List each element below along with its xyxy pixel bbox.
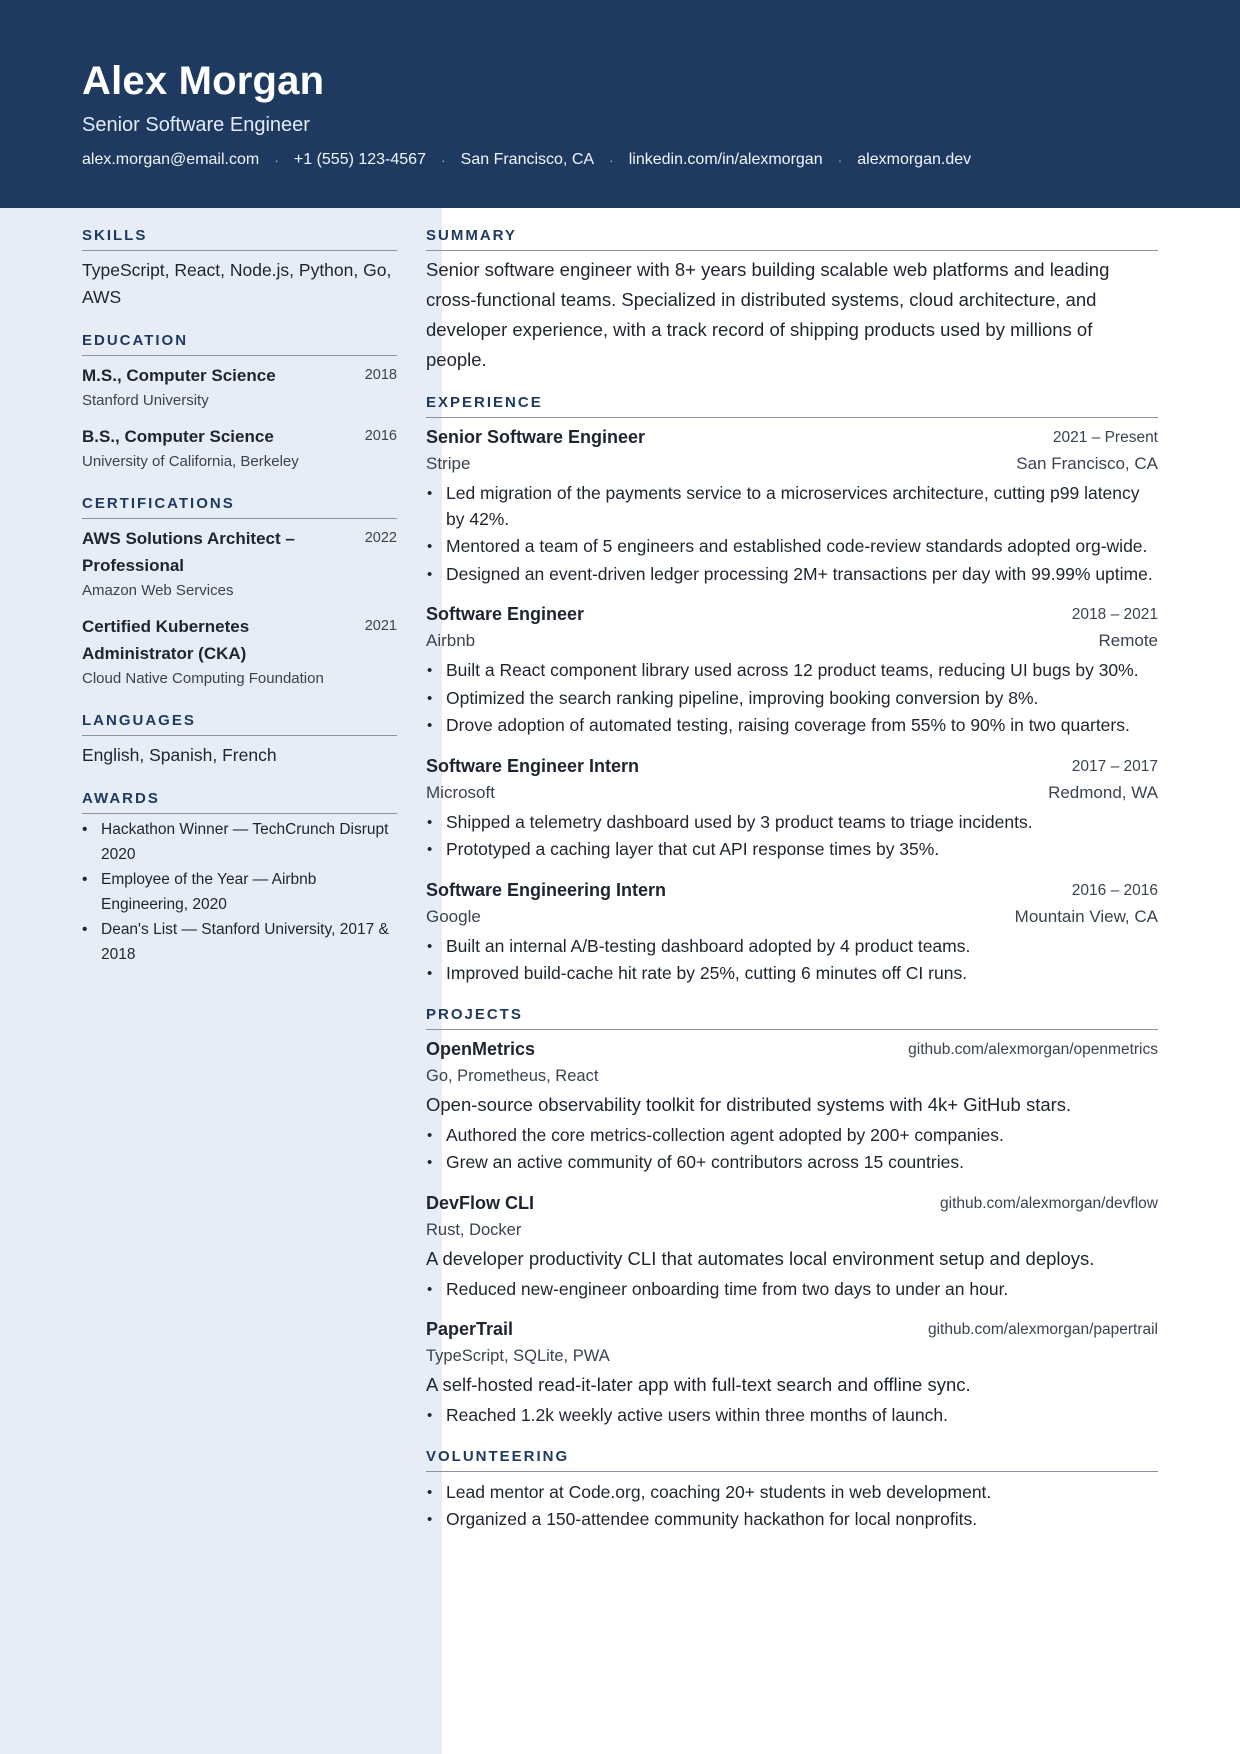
- section-title: VOLUNTEERING: [426, 1447, 1158, 1472]
- project-entry: [426, 1036, 1158, 1176]
- awards-section: [82, 789, 397, 967]
- volunteering-section: [426, 1447, 1158, 1533]
- education-year: 2018: [364, 367, 397, 383]
- bullet-item: • Reduced new-engineer onboarding time from two days to under an hour.: [426, 1277, 1158, 1303]
- job-title: Software Engineer Intern: [426, 755, 640, 776]
- volunteering-bullets: [426, 1480, 1158, 1533]
- candidate-role: Senior Software Engineer: [82, 114, 310, 136]
- job-dates: 2018 – 2021: [1071, 606, 1158, 623]
- section-title: EXPERIENCE: [426, 393, 1158, 418]
- contact-separator: ·: [837, 152, 843, 168]
- project-entry: [426, 1316, 1158, 1429]
- job-entry: [426, 424, 1158, 587]
- certification-year: 2021: [364, 618, 397, 634]
- bullet-item: • Reached 1.2k weekly active users within three months of launch.: [426, 1403, 1158, 1429]
- school: University of California, Berkeley: [82, 453, 299, 470]
- bullet-item: • Lead mentor at Code.org, coaching 20+ students in web development.: [426, 1480, 1158, 1506]
- certification-year: 2022: [364, 530, 397, 546]
- section-title: AWARDS: [82, 789, 397, 814]
- certification-item: [82, 525, 397, 603]
- job-location: Remote: [1098, 631, 1158, 650]
- project-bullets: [426, 1123, 1158, 1176]
- job-entry: [426, 877, 1158, 987]
- job-location: Redmond, WA: [1048, 782, 1158, 802]
- job-location: Mountain View, CA: [1014, 906, 1158, 926]
- project-description: Open-source observability toolkit for distributed systems with 4k+ GitHub stars.: [426, 1093, 1072, 1115]
- project-tech: TypeScript, SQLite, PWA: [426, 1347, 610, 1365]
- award-item: • Hackathon Winner — TechCrunch Disrupt 2020: [82, 818, 397, 867]
- contact-email: alex.morgan@email.com: [82, 151, 260, 168]
- section-title: LANGUAGES: [82, 711, 397, 736]
- degree: B.S., Computer Science: [82, 427, 274, 446]
- project-link[interactable]: github.com/alexmorgan/devflow: [940, 1194, 1158, 1212]
- certification-issuer: Cloud Native Computing Foundation: [82, 670, 324, 687]
- projects-section: [426, 1005, 1158, 1429]
- project-bullets: [426, 1403, 1158, 1429]
- project-tech: Rust, Docker: [426, 1220, 522, 1239]
- job-title: Senior Software Engineer: [426, 427, 646, 447]
- contact-phone: +1 (555) 123-4567: [293, 151, 426, 168]
- job-dates: 2016 – 2016: [1071, 881, 1158, 899]
- project-name: DevFlow CLI: [426, 1192, 535, 1213]
- job-bullets: [426, 934, 1158, 987]
- contact-separator: ·: [440, 152, 446, 168]
- degree: M.S., Computer Science: [82, 366, 276, 385]
- company: Microsoft: [426, 782, 495, 802]
- bullet-item: • Led migration of the payments service to a microservices architecture, cutting p99 latency by 42%.: [426, 481, 1158, 532]
- section-title: SUMMARY: [426, 226, 1158, 251]
- job-entry: [426, 753, 1158, 863]
- job-dates: 2017 – 2017: [1071, 757, 1158, 775]
- experience-section: [426, 393, 1158, 987]
- company: Stripe: [426, 454, 471, 473]
- certifications-section: [82, 494, 397, 691]
- job-bullets: [426, 658, 1158, 739]
- skills-section: [82, 226, 397, 311]
- skills-text: TypeScript, React, Node.js, Python, Go, AWS: [82, 260, 392, 307]
- resume-header: [0, 0, 1240, 208]
- school: Stanford University: [82, 392, 209, 409]
- main-column: [426, 226, 1158, 1551]
- project-entry: [426, 1190, 1158, 1303]
- candidate-name: Alex Morgan: [82, 59, 325, 103]
- project-link[interactable]: github.com/alexmorgan/papertrail: [927, 1321, 1158, 1338]
- job-dates: 2021 – Present: [1052, 429, 1158, 446]
- job-title: Software Engineering Intern: [426, 879, 667, 900]
- section-title: EDUCATION: [82, 331, 397, 356]
- certification-name: AWS Solutions Architect – Professional: [82, 529, 295, 575]
- languages-text: English, Spanish, French: [82, 745, 277, 765]
- project-link[interactable]: github.com/alexmorgan/openmetrics: [908, 1040, 1158, 1058]
- education-year: 2016: [364, 428, 397, 444]
- contact-bar: [82, 151, 1158, 169]
- job-title: Software Engineer: [426, 604, 585, 624]
- project-name: PaperTrail: [426, 1319, 514, 1339]
- bullet-item: • Built an internal A/B-testing dashboard adopted by 4 product teams.: [426, 934, 1158, 960]
- bullet-item: • Mentored a team of 5 engineers and established code-review standards adopted org-wide.: [426, 534, 1158, 560]
- job-entry: [426, 601, 1158, 739]
- bullet-item: • Authored the core metrics-collection agent adopted by 200+ companies.: [426, 1123, 1158, 1149]
- job-bullets: [426, 481, 1158, 587]
- project-bullets: [426, 1277, 1158, 1303]
- project-tech: Go, Prometheus, React: [426, 1066, 599, 1085]
- languages-section: [82, 711, 397, 769]
- bullet-item: • Built a React component library used across 12 product teams, reducing UI bugs by 30%.: [426, 658, 1158, 684]
- education-item: [82, 423, 397, 474]
- contact-separator: ·: [609, 152, 614, 168]
- bullet-item: • Organized a 150-attendee community hackathon for local nonprofits.: [426, 1507, 1158, 1533]
- project-description: A developer productivity CLI that automates local environment setup and deploys.: [426, 1247, 1095, 1269]
- section-title: PROJECTS: [426, 1005, 1158, 1030]
- bullet-item: • Drove adoption of automated testing, raising coverage from 55% to 90% in two quarters.: [426, 713, 1158, 739]
- bullet-item: • Designed an event-driven ledger processing 2M+ transactions per day with 99.99% uptime.: [426, 562, 1158, 588]
- education-section: [82, 331, 397, 474]
- bullet-item: • Shipped a telemetry dashboard used by 3 product teams to triage incidents.: [426, 810, 1158, 836]
- section-title: SKILLS: [82, 226, 397, 251]
- company: Airbnb: [426, 631, 476, 650]
- job-location: San Francisco, CA: [1016, 454, 1158, 473]
- project-description: A self-hosted read-it-later app with full-text search and offline sync.: [426, 1374, 971, 1395]
- bullet-item: • Optimized the search ranking pipeline, improving booking conversion by 8%.: [426, 686, 1158, 712]
- sidebar: [82, 226, 397, 987]
- summary-section: [426, 226, 1158, 375]
- contact-separator: ·: [274, 152, 279, 168]
- bullet-item: • Grew an active community of 60+ contributors across 15 countries.: [426, 1150, 1158, 1176]
- awards-list: [82, 818, 397, 967]
- project-name: OpenMetrics: [426, 1038, 536, 1059]
- certification-name: Certified Kubernetes Administrator (CKA): [82, 617, 250, 663]
- summary-text: Senior software engineer with 8+ years building scalable web platforms and leading cross-functional teams. Specialized in distributed systems, cloud architecture, and developer experience, with a track record of shipping products used by millions of people.: [426, 259, 1110, 370]
- award-item: • Dean's List — Stanford University, 2017 & 2018: [82, 918, 397, 967]
- bullet-item: • Prototyped a caching layer that cut API response times by 35%.: [426, 837, 1158, 863]
- education-item: [82, 362, 397, 413]
- job-bullets: [426, 810, 1158, 863]
- contact-website: alexmorgan.dev: [857, 151, 972, 168]
- award-item: • Employee of the Year — Airbnb Engineering, 2020: [82, 868, 397, 917]
- bullet-item: • Improved build-cache hit rate by 25%, cutting 6 minutes off CI runs.: [426, 961, 1158, 987]
- certification-issuer: Amazon Web Services: [82, 582, 234, 599]
- contact-location: San Francisco, CA: [460, 151, 595, 168]
- contact-linkedin: linkedin.com/in/alexmorgan: [628, 151, 823, 168]
- certification-item: [82, 613, 397, 691]
- section-title: CERTIFICATIONS: [82, 494, 397, 519]
- company: Google: [426, 906, 481, 926]
